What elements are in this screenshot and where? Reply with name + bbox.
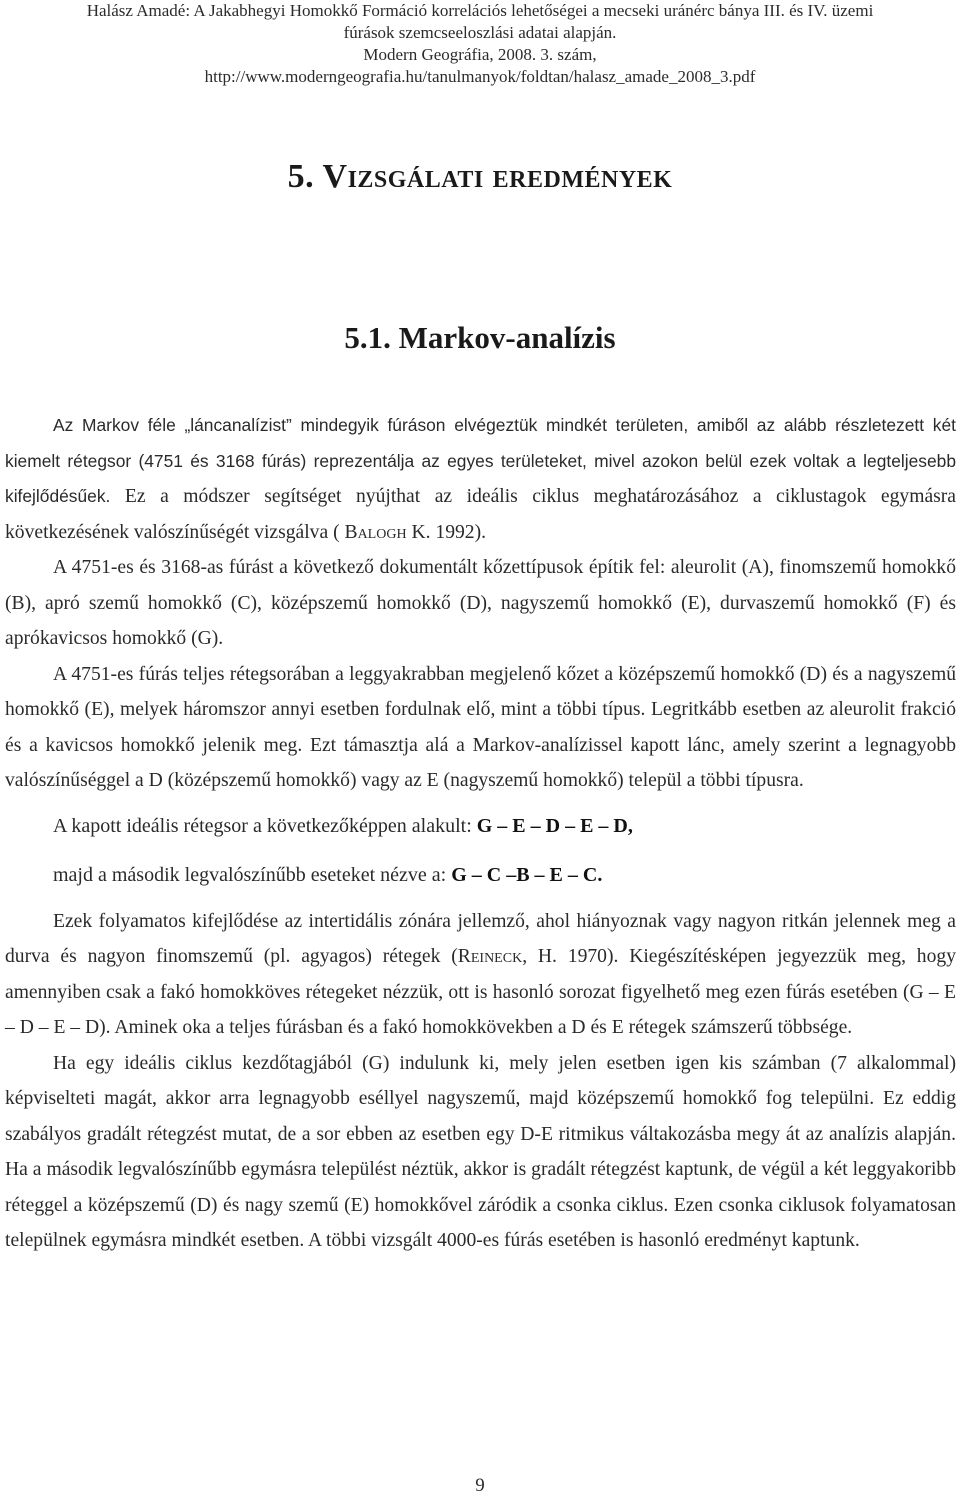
- section-title: 5.1. Markov-analízis: [344, 320, 616, 355]
- body-text: [5, 408, 956, 1259]
- paragraph-intertidal: Ezek folyamatos kifejlődése az intertidális zónára jellemző, ahol hiányoznak vagy nagyon ritkán jelennek meg a durva és nagyon finomszemű (pl. agyagos) rétegek (Reineck, H. 1970). Kiegészítésképen jegyezzük meg, hogy amennyiben csak a fakó homokköves rétegeket nézzük, ott is hasonló sorozat figyelhető meg ezen fúrás esetében (G – E – D – E – D). Aminek oka a teljes fúrásban és a fakó homokkövekben a D és E rétegek számszerű többsége.: [5, 910, 956, 1038]
- running-header: [0, 0, 960, 88]
- header-url-line: http://www.moderngeografia.hu/tanulmanyok/foldtan/halasz_amade_2008_3.pdf: [204, 67, 756, 86]
- header-citation-line: fúrások szemcseeloszlási adatai alapján.: [343, 23, 617, 42]
- chapter-title: 5. Vizsgálati eredmények: [287, 158, 673, 195]
- ideal-sequence-line: A kapott ideális rétegsor a következőképpen alakult: G – E – D – E – D,: [53, 814, 633, 837]
- page-number: 9: [475, 1475, 485, 1496]
- second-sequence: G – C –B – E – C.: [451, 864, 603, 886]
- paragraph-intro: Az Markov féle „láncanalízist” mindegyik fúráson elvégeztük mindkét területen, amiből az alább részletezett két kiemelt rétegsor (4751 és 3168 fúrás) reprezentálja az egyes területeket, mivel azokon belül ezek voltak a legteljesebb kifejlődésűek. Ez a módszer segítséget nyújthat az ideális ciklus meghatározásához a ciklustagok egymásra következésének valószínűségét vizsgálva ( Balogh K. 1992).: [5, 415, 956, 543]
- author-citation: Balogh: [344, 521, 407, 543]
- paragraph-rock-types: A 4751-es és 3168-as fúrást a következő dokumentált kőzettípusok építik fel: aleurolit (A), finomszemű homokkő (B), apró szemű homokkő (C), középszemű homokkő (D), nagyszemű homokkő (E), durvaszemű homokkő (F) és aprókavicsos homokkő (G).: [5, 557, 956, 649]
- second-sequence-line: majd a második legvalószínűbb eseteket nézve a: G – C –B – E – C.: [53, 864, 603, 886]
- author-citation: Reineck: [457, 946, 523, 967]
- paragraph-cycle: Ha egy ideális ciklus kezdőtagjából (G) indulunk ki, mely jelen esetben igen kis számban (7 alkalommal) képviselteti magát, akkor arra legnagyobb eséllyel nagyszemű, majd középszemű homokkő fog települni. Ez eddig szabályos gradált rétegzést mutat, de a sor ebben az esetben egy D-E ritmikus váltakozásba megy át az analízis alapján. Ha a második legvalószínűbb egymásra települést néztük, akkor is gradált rétegzést kaptunk, de végül a két leggyakoribb réteggel a középszemű (D) és nagy szemű (E) homokkővel záródik a csonka ciklus. Ezen csonka ciklusok folyamatosan települnek egymásra mindkét esetben. A többi vizsgált 4000-es fúrás esetében is hasonló eredményt kaptunk.: [5, 1052, 956, 1251]
- header-journal-line: Modern Geográfia, 2008. 3. szám,: [363, 45, 597, 64]
- header-citation-line: Halász Amadé: A Jakabhegyi Homokkő Formáció korrelációs lehetőségei a mecseki uránérc bánya III. és IV. üzemi: [86, 1, 874, 20]
- ideal-sequence: G – E – D – E – D,: [476, 814, 633, 837]
- paragraph-frequency: A 4751-es fúrás teljes rétegsorában a leggyakrabban megjelenő kőzet a középszemű homokkő (D) és a nagyszemű homokkő (E), melyek háromszor annyi esetben fordulnak elő, mint a többi típus. Legritkább esetben az aleurolit frakció és a kavicsos homokkő jelenik meg. Ezt támasztja alá a Markov-analízissel kapott lánc, amely szerint a legnagyobb valószínűséggel a D (középszemű homokkő) vagy az E (nagyszemű homokkő) települ a többi típusra.: [5, 663, 956, 791]
